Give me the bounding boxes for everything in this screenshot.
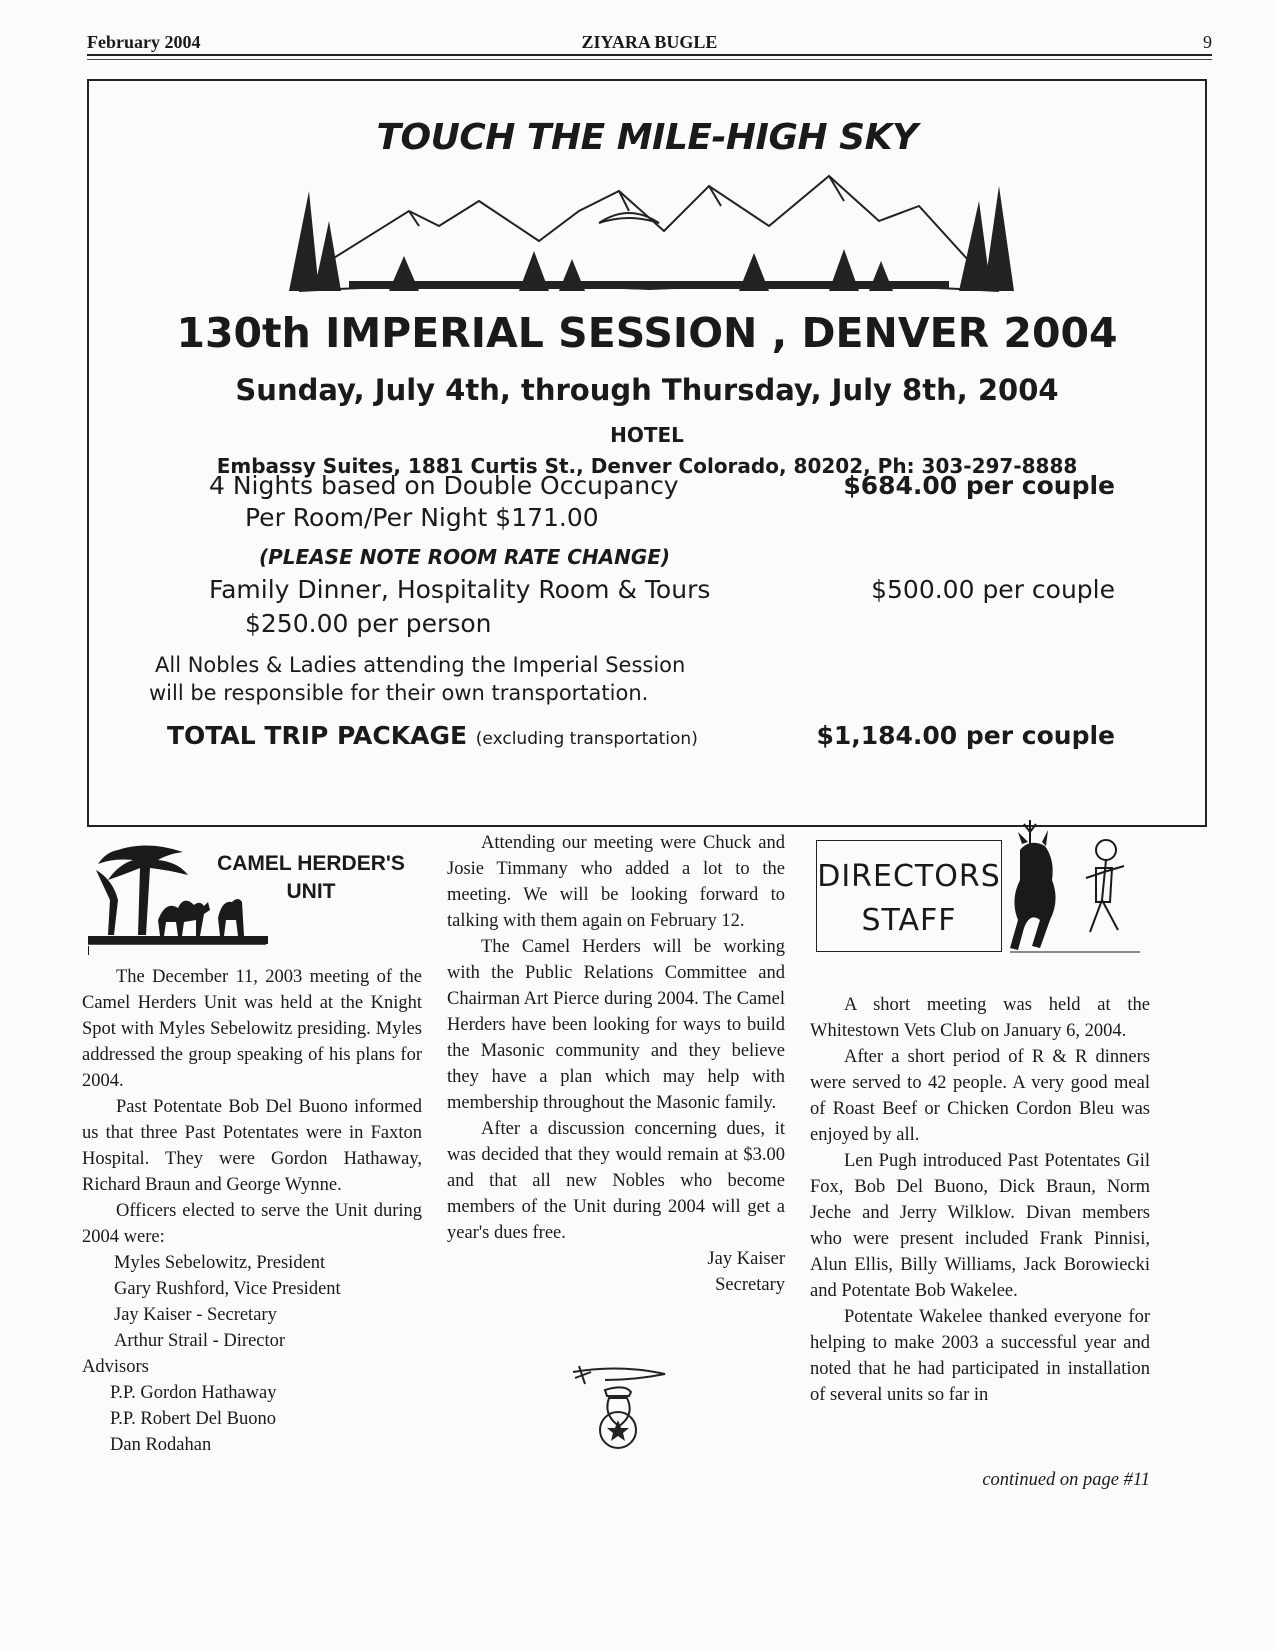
officers-list [82,1250,422,1354]
advisor-item: P.P. Gordon Hathaway [110,1383,277,1403]
hotel-heading: HOTEL [610,423,684,447]
middle-paragraph-2: The Camel Herders will be working with the Public Relations Committee and Chairman Art Pierce during 2004. The Camel Herders have been looking for ways to build the Masonic community and they believe they have a plan which may help with membership throughout the Masonic family. [447,937,785,1113]
issue-date: February 2004 [87,32,201,52]
officer-item: Jay Kaiser - Secretary [114,1305,277,1325]
session-title: 130th IMPERIAL SESSION , DENVER 2004 [176,309,1118,357]
continued-note: continued on page #11 [982,1470,1150,1490]
total-label: TOTAL TRIP PACKAGE [167,721,468,750]
nights-price: $684.00 per couple [843,471,1115,500]
shrine-scimitar-emblem-icon [565,1360,675,1455]
middle-paragraph-3: After a discussion concerning dues, it was decided that they would remain at $3.00 and that all new Nobles who become members of the Unit during 2004 will get a year's dues free. [447,1119,785,1243]
camel-title-line1: CAMEL HERDER'S [217,852,405,875]
transport-note-line1: All Nobles & Ladies attending the Imperial Session [155,653,686,677]
camel-paragraph-2: Past Potentate Bob Del Buono informed us that three Past Potentates were in Faxton Hospital. They were Gordon Hathaway, Richard Braun and George Wynne. [82,1097,422,1195]
officer-item: Arthur Strail - Director [114,1331,286,1351]
dinner-per-person: $250.00 per person [245,609,492,638]
directors-staff-title [816,855,1002,943]
advisors-list [82,1380,422,1458]
signature-name: Jay Kaiser [707,1249,785,1269]
signature-title: Secretary [715,1275,785,1295]
mountain-landscape-illustration [269,131,1029,301]
dinner-line: Family Dinner, Hospitality Room & Tours [209,575,711,604]
rate-change-note: (PLEASE NOTE ROOM RATE CHANGE) [259,545,671,569]
camel-herders-article [82,964,422,1458]
ad-headline: TOUCH THE MILE-HIGH SKY [376,117,918,158]
page-number: 9 [1203,32,1212,52]
total-price: $1,184.00 per couple [816,721,1115,750]
total-package [167,721,698,750]
camel-title-line2: UNIT [286,880,336,903]
nights-line: 4 Nights based on Double Occupancy [209,471,679,500]
hotel-address: Embassy Suites, 1881 Curtis St., Denver Colorado, 80202, Ph: 303-297-8888 [216,454,1078,478]
advisor-item: P.P. Robert Del Buono [110,1409,277,1429]
header-rule [87,54,1212,56]
middle-paragraph-1: Attending our meeting were Chuck and Josie Timmany who added a lot to the meeting. We will be looking forward to talking with them again on February 12. [447,833,785,931]
camel-herders-title [200,850,422,906]
directors-title-line2: STAFF [861,903,957,938]
imperial-session-ad [87,79,1207,827]
total-exclusion: (excluding transportation) [475,729,698,749]
directors-paragraph-1: A short meeting was held at the Whitestown Vets Club on January 6, 2004. [810,995,1150,1041]
directors-title-line1: DIRECTORS [817,859,1001,894]
directors-paragraph-4: Potentate Wakelee thanked everyone for helping to make 2003 a successful year and noted that he had participated in installation of several units so far in [810,1307,1150,1405]
header-rule-thin [87,59,1212,60]
officer-item: Gary Rushford, Vice President [114,1279,341,1299]
directors-staff-article [810,992,1150,1408]
devil-chasing-man-icon [1000,820,1150,960]
transport-note-line2: will be responsible for their own transportation. [149,681,649,705]
dinner-price: $500.00 per couple [871,575,1115,604]
directors-paragraph-2: After a short period of R & R dinners were served to 42 people. A very good meal of Roast Beef or Chicken Cordon Bleu was enjoyed by all. [810,1047,1150,1145]
advisors-label: Advisors [82,1357,149,1377]
publication-title: ZIYARA BUGLE [581,32,718,52]
directors-paragraph-3: Len Pugh introduced Past Potentates Gil Fox, Bob Del Buono, Dick Braun, Norm Jeche and Jerry Wilklow. Divan members who were present included Frank Pinnisi, Alun Ellis, Billy Williams, Jack Borowiecki and Potentate Bob Wakelee. [810,1151,1150,1301]
session-dates: Sunday, July 4th, through Thursday, July 8th, 2004 [235,373,1059,407]
camel-paragraph-3: Officers elected to serve the Unit during 2004 were: [82,1201,422,1247]
camel-herders-article-continued [447,830,785,1298]
page-header [87,30,1212,56]
camel-paragraph-1: The December 11, 2003 meeting of the Camel Herders Unit was held at the Knight Spot with Myles Sebelowitz presiding. Myles addressed the group speaking of his plans for 2004. [82,967,422,1091]
advisor-item: Dan Rodahan [110,1435,212,1455]
per-night-line: Per Room/Per Night $171.00 [245,503,599,532]
officer-item: Myles Sebelowitz, President [114,1253,326,1273]
